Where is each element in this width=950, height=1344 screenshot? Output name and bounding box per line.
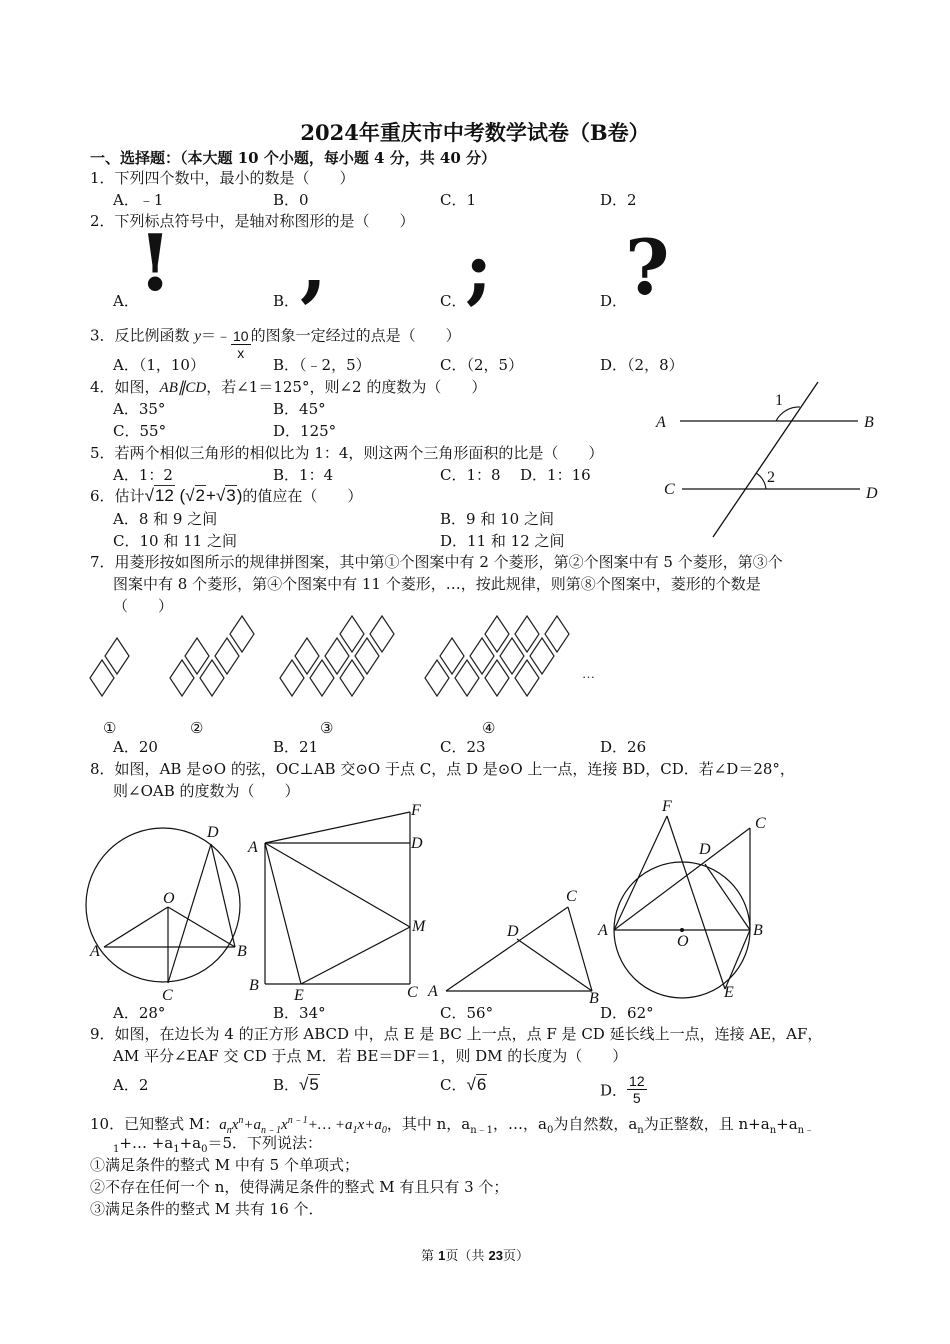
ellipsis: … bbox=[582, 666, 595, 681]
q10-statement-3: ③满足条件的整式 M 共有 16 个． bbox=[90, 1200, 324, 1218]
q9-option-a: A．2 bbox=[113, 1076, 149, 1094]
question-number: 7． bbox=[90, 553, 115, 571]
q9-option-b bbox=[273, 1075, 320, 1095]
q10-line-2: $_1$+… $+a_1+a_0=5$．下列说法： bbox=[113, 1134, 323, 1155]
question-number: 5． bbox=[90, 444, 115, 462]
label-b: B bbox=[237, 943, 247, 960]
fraction bbox=[627, 1073, 647, 1106]
fraction bbox=[231, 328, 251, 361]
q3-option-a: A．（1，10） bbox=[113, 356, 205, 374]
q8-line-2: 则∠OAB 的度数为（ ） bbox=[113, 782, 300, 800]
option-letter: D． bbox=[600, 1081, 628, 1100]
question-stem: 如图， bbox=[114, 760, 160, 778]
square-figure bbox=[245, 800, 435, 1010]
label-b: B bbox=[864, 414, 874, 431]
fraction-denominator: 5 bbox=[632, 1090, 641, 1106]
question-1 bbox=[90, 168, 355, 188]
question-stem: 下列标点符号中，是轴对称图形的是（ ） bbox=[114, 212, 415, 230]
q6-option-b: B．9 和 10 之间 bbox=[440, 510, 554, 528]
radicand: 5 bbox=[309, 1075, 319, 1094]
polynomial-expression: $a_nx^n+a_{n﹣1}x^{n﹣1}+\dots +a_1x+a_0$ bbox=[219, 1115, 387, 1136]
page-title: 2024年重庆市中考数学试卷（B卷） bbox=[300, 120, 650, 145]
semicolon-icon: ; bbox=[465, 227, 493, 313]
question-stem: 已知整式 M： bbox=[124, 1115, 220, 1133]
q2-option-d: D． bbox=[600, 292, 628, 310]
label-b: B bbox=[753, 922, 763, 939]
question-number: 3． bbox=[90, 326, 115, 345]
q9-option-c bbox=[440, 1075, 487, 1095]
label-o: O bbox=[677, 933, 689, 950]
label-a: A bbox=[656, 414, 666, 431]
equals-sign: ＝﹣ bbox=[201, 326, 232, 345]
q1-option-c: C．1 bbox=[440, 191, 477, 209]
rhombus-pattern-figure bbox=[80, 610, 620, 720]
question-stem: 反比例函数 bbox=[114, 326, 195, 345]
q1-option-b: B．0 bbox=[273, 191, 309, 209]
q4-option-b: B．45° bbox=[273, 400, 326, 418]
question-number: 4． bbox=[90, 378, 115, 396]
question-stem: 如图， bbox=[114, 378, 160, 396]
label-b: B bbox=[589, 990, 599, 1007]
question-number: 2． bbox=[90, 212, 115, 230]
math-expression: AB∥CD bbox=[159, 380, 207, 396]
q2-option-a: A． bbox=[113, 292, 139, 310]
q9-option-d bbox=[600, 1075, 647, 1108]
question-mark-icon: ? bbox=[625, 223, 670, 312]
label-a: A bbox=[428, 983, 438, 1000]
option-letter: C． bbox=[440, 1076, 467, 1094]
label-f: F bbox=[662, 798, 672, 815]
q6-option-a: A．8 和 9 之间 bbox=[113, 510, 218, 528]
q6-option-d: D．11 和 12 之间 bbox=[440, 532, 565, 550]
label-e: E bbox=[294, 987, 304, 1004]
label-a: A bbox=[248, 839, 258, 856]
sqrt-value: √5 bbox=[299, 1075, 319, 1094]
parallel-lines-figure bbox=[640, 375, 890, 545]
question-stem-tail: 的值应在（ ） bbox=[242, 487, 363, 505]
q5-option-d: D．1：16 bbox=[520, 466, 591, 484]
question-9 bbox=[90, 1024, 822, 1044]
label-angle-2: 2 bbox=[767, 469, 775, 486]
question-number: 8． bbox=[90, 760, 115, 778]
question-7 bbox=[90, 552, 783, 572]
q1-option-a: A．﹣1 bbox=[113, 191, 164, 209]
q8-option-c: C．56° bbox=[440, 1004, 494, 1022]
label-d: D bbox=[507, 923, 519, 940]
question-10: 10．已知整式 M：$a_nx^n+a_{n﹣1}x^{n﹣1}+\dots +a_1x+a_0$，其中 n，$a_{n﹣1}$，…，$a_0$为自然数，$a_n$为正整数，且 $n+a_n+a_{n﹣}$ bbox=[90, 1115, 815, 1136]
radicand: 2 bbox=[195, 486, 206, 505]
label-m: M bbox=[412, 918, 426, 935]
q7-option-b: B．21 bbox=[273, 738, 319, 756]
q5-option-c: C．1：8 bbox=[440, 466, 501, 484]
question-stem-tail: ，…，a bbox=[493, 1115, 547, 1133]
question-stem: 用菱形按如图所示的规律拼图案，其中第①个图案中有 2 个菱形，第②个图案中有 5 个菱形，第③个 bbox=[114, 553, 783, 571]
label-c: C bbox=[664, 481, 675, 498]
question-8 bbox=[90, 759, 795, 779]
q3-option-d: D．（2，8） bbox=[600, 356, 684, 374]
comma-icon: , bbox=[300, 220, 328, 311]
pattern-label-1: ① bbox=[103, 719, 117, 737]
question-stem: 若两个相似三角形的相似比为 1：4，则这两个三角形面积的比是（ ） bbox=[114, 444, 604, 462]
variable-y: y bbox=[194, 328, 201, 345]
q1-option-d: D．2 bbox=[600, 191, 637, 209]
page-number: 1 bbox=[438, 1248, 446, 1263]
circle-tangent-figure bbox=[595, 798, 795, 1008]
fraction-denominator: x bbox=[237, 345, 245, 361]
question-stem-tail: 的图象一定经过的点是（ ） bbox=[250, 326, 461, 345]
label-o: O bbox=[163, 890, 175, 907]
label-e: E bbox=[724, 984, 734, 1001]
q8-option-a: A．28° bbox=[113, 1004, 166, 1022]
label-d: D bbox=[699, 841, 711, 858]
label-d: D bbox=[411, 835, 423, 852]
section-heading: 一、选择题：（本大题 10 个小题，每小题 4 分，共 40 分） bbox=[90, 149, 497, 167]
label-a: A bbox=[90, 943, 100, 960]
question-stem: 估计 bbox=[114, 487, 145, 505]
total-pages: 23 bbox=[488, 1248, 503, 1263]
q2-option-b: B． bbox=[273, 292, 300, 310]
question-number: 9． bbox=[90, 1025, 115, 1043]
footer-text: 页） bbox=[502, 1249, 529, 1264]
q10-statement-2: ②不存在任何一个 n，使得满足条件的整式 M 有且只有 3 个； bbox=[90, 1178, 509, 1196]
question-stem: 如图，在边长为 4 的正方形 ABCD 中，点 E 是 BC 上一点，点 F 是 CD 延长线上一点，连接 AE，AF， bbox=[114, 1025, 823, 1043]
sqrt-expression: √12 (√2+√3) bbox=[144, 486, 243, 505]
q7-option-d: D．26 bbox=[600, 738, 647, 756]
label-c: C bbox=[407, 984, 418, 1001]
radicand: 12 bbox=[154, 486, 174, 505]
pattern-label-4: ④ bbox=[482, 719, 496, 737]
radicand: 3 bbox=[226, 486, 236, 505]
q4-option-a: A．35° bbox=[113, 400, 166, 418]
question-stem-tail: 为正整数，且 n+a bbox=[643, 1115, 770, 1133]
q3-option-c: C．（2，5） bbox=[440, 356, 524, 374]
q7-option-c: C．23 bbox=[440, 738, 486, 756]
q6-option-c: C．10 和 11 之间 bbox=[113, 532, 237, 550]
footer-text: 第 bbox=[421, 1249, 439, 1264]
pattern-label-3: ③ bbox=[320, 719, 334, 737]
q7-line-2: 图案中有 8 个菱形，第④个图案中有 11 个菱形，…，按此规律，则第⑧个图案中，菱形的个数是 bbox=[113, 575, 761, 593]
q8-option-b: B．34° bbox=[273, 1004, 326, 1022]
fraction-numerator: 12 bbox=[629, 1073, 645, 1089]
label-d: D bbox=[866, 485, 878, 502]
pattern-label-2: ② bbox=[190, 719, 204, 737]
label-angle-1: 1 bbox=[775, 392, 783, 409]
option-letter: B． bbox=[273, 1076, 300, 1094]
q7-line-3: （ ） bbox=[113, 597, 174, 615]
fraction-numerator: 10 bbox=[233, 328, 249, 344]
q8-option-d: D．62° bbox=[600, 1004, 654, 1022]
q10-statement-1: ①满足条件的整式 M 中有 5 个单项式； bbox=[90, 1156, 359, 1174]
label-a: A bbox=[598, 922, 608, 939]
question-4 bbox=[90, 377, 486, 398]
label-b: B bbox=[249, 977, 259, 994]
q5-option-b: B．1：4 bbox=[273, 466, 334, 484]
q9-line-2: AM 平分∠EAF 交 CD 于点 M．若 BE＝DF＝1，则 DM 的长度为（ ） bbox=[113, 1047, 628, 1065]
footer-text: 页（共 bbox=[445, 1249, 489, 1264]
page-footer bbox=[0, 1245, 950, 1264]
question-stem-tail: 为自然数，a bbox=[553, 1115, 638, 1133]
triangle-figure bbox=[425, 885, 605, 1005]
question-5 bbox=[90, 443, 603, 463]
question-3 bbox=[90, 320, 461, 361]
label-c: C bbox=[566, 888, 577, 905]
question-stem-tail: ＝5．下列说法： bbox=[207, 1134, 323, 1152]
question-6 bbox=[90, 486, 362, 506]
q2-option-c: C． bbox=[440, 292, 467, 310]
exclamation-mark-icon: ! bbox=[138, 218, 173, 309]
circle-chord-figure bbox=[85, 800, 255, 1020]
radicand: 6 bbox=[476, 1075, 487, 1094]
q7-option-a: A．20 bbox=[113, 738, 158, 756]
label-c: C bbox=[755, 815, 766, 832]
question-number: 6． bbox=[90, 487, 115, 505]
question-stem-tail: ，若∠1＝125°，则∠2 的度数为（ ） bbox=[206, 378, 487, 396]
question-stem-tail: ，其中 n，a bbox=[386, 1115, 471, 1133]
q4-option-d: D．125° bbox=[273, 422, 337, 440]
question-number: 1． bbox=[90, 169, 115, 187]
question-stem-body: AB 是⊙O 的弦，OC⊥AB 交⊙O 于点 C，点 D 是⊙O 上一点，连接 BD，CD．若∠D＝28°， bbox=[159, 760, 795, 778]
label-c: C bbox=[162, 987, 173, 1004]
question-stem: 下列四个数中，最小的数是（ ） bbox=[114, 169, 355, 187]
q4-option-c: C．55° bbox=[113, 422, 167, 440]
label-d: D bbox=[207, 824, 219, 841]
q3-option-b: B．（﹣2，5） bbox=[273, 356, 371, 374]
label-f: F bbox=[411, 802, 421, 819]
q5-option-a: A．1：2 bbox=[113, 466, 173, 484]
question-number: 10． bbox=[90, 1115, 125, 1133]
sqrt-value: √6 bbox=[466, 1075, 487, 1094]
